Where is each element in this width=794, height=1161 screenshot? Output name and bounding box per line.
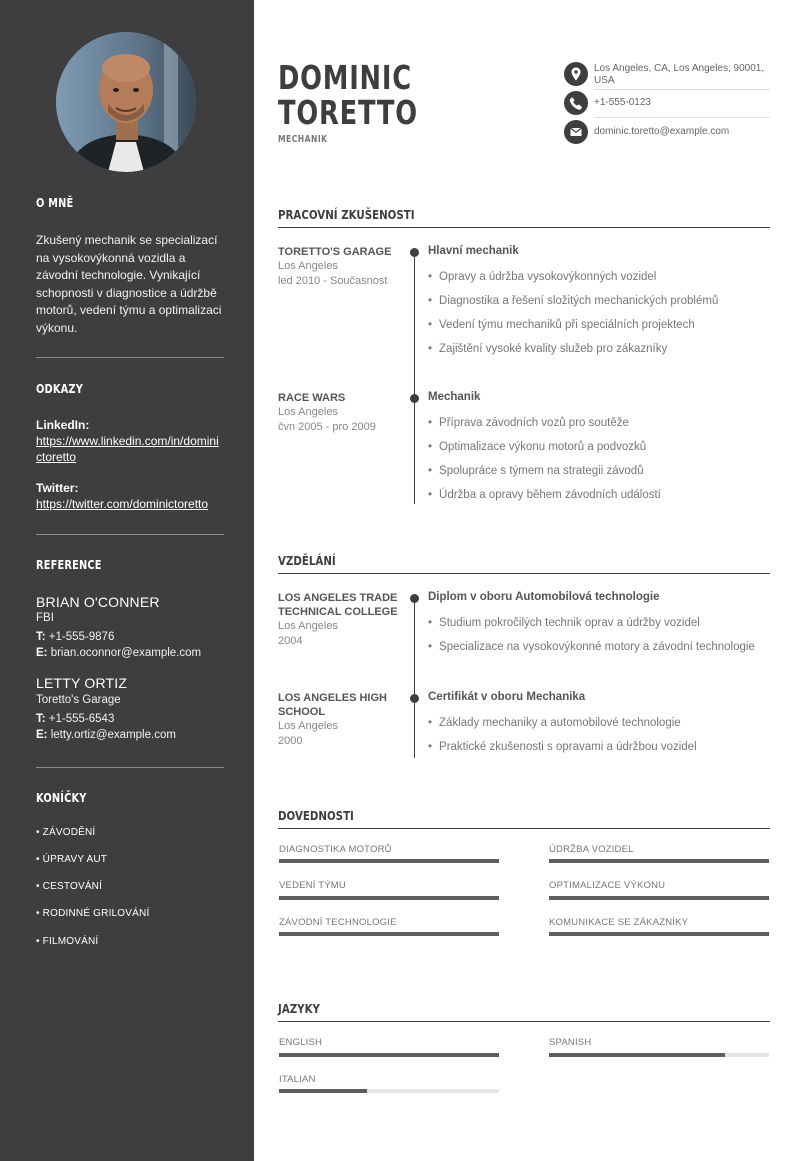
contact-divider: [594, 89, 770, 90]
education-bullet: • Praktické zkušenosti s opravami a údržbou vozidel: [428, 741, 770, 753]
reference-email: E: letty.ortiz@example.com: [36, 729, 176, 741]
language-name: SPANISH: [549, 1037, 592, 1048]
education-bullet: • Základy mechaniky a automobilové technologie: [428, 717, 770, 729]
skill-bar: [549, 896, 769, 900]
skill-name: VEDENÍ TÝMU: [279, 880, 346, 891]
about-text: Zkušený mechanik se specializací na vysokovýkonná vozidla a závodní technologie. Vynikající schopnosti v diagnostice a údržbě motorů, vedení týmu a optimalizaci výkonu.: [36, 233, 222, 335]
language-bar: [549, 1053, 769, 1057]
skill-name: DIAGNOSTIKA MOTORŮ: [279, 844, 392, 855]
experience-bullet: • Zajištění vysoké kvality služeb pro zákazníky: [428, 343, 770, 355]
experience-location: Los Angeles: [278, 260, 338, 272]
linkedin-link[interactable]: https://www.linkedin.com/in/dominictoretto: [36, 434, 219, 464]
divider: [36, 534, 224, 535]
experience-location: Los Angeles: [278, 406, 338, 418]
hobby-item: • ZÁVODĚNÍ: [36, 827, 96, 838]
language-name: ITALIAN: [279, 1074, 316, 1085]
contact-address: Los Angeles, CA, Los Angeles, 90001, USA: [564, 62, 770, 88]
experience-bullet: • Opravy a údržba vysokovýkonných vozidel: [428, 271, 770, 283]
skills-title: DOVEDNOSTI: [278, 808, 354, 823]
timeline-line: [414, 598, 415, 758]
links-title: ODKAZY: [36, 382, 84, 396]
experience-bullet: • Spolupráce s týmem na strategii závodů: [428, 465, 770, 477]
skill-bar-fill: [279, 859, 499, 863]
reference-name: BRIAN O'CONNER: [36, 594, 160, 610]
hobby-item: • ÚPRAVY AUT: [36, 854, 108, 865]
divider: [36, 357, 224, 358]
timeline-dot: [410, 248, 419, 257]
education-dates: 2000: [278, 735, 303, 747]
timeline-dot: [410, 694, 419, 703]
hobby-item: • FILMOVÁNÍ: [36, 936, 99, 947]
last-name: TORETTO: [278, 93, 418, 132]
skill-name: OPTIMALIZACE VÝKONU: [549, 880, 666, 891]
contact-email: dominic.toretto@example.com: [564, 120, 770, 144]
education-degree: Diplom v oboru Automobilová technologie: [428, 591, 660, 603]
language-bar: [279, 1089, 499, 1093]
profile-photo: [56, 32, 196, 172]
language-bar-fill: [279, 1053, 499, 1057]
experience-role: Mechanik: [428, 391, 481, 403]
about-title: O MNĚ: [36, 196, 74, 210]
location-icon: [564, 62, 588, 86]
skill-bar: [549, 859, 769, 863]
email-icon: [564, 120, 588, 144]
education-bullet: • Specializace na vysokovýkonné motory a závodní technologie: [428, 641, 770, 653]
section-divider: [278, 573, 770, 574]
experience-org: TORETTO'S GARAGE: [278, 246, 392, 258]
education-location: Los Angeles: [278, 620, 338, 632]
experience-bullet: • Diagnostika a řešení složitých mechanických problémů: [428, 295, 770, 307]
skill-bar-fill: [549, 896, 769, 900]
skill-bar-fill: [279, 932, 499, 936]
hobby-item: • CESTOVÁNÍ: [36, 881, 103, 892]
timeline-dot: [410, 594, 419, 603]
reference-company: Toretto's Garage: [36, 694, 121, 706]
first-name: DOMINIC: [278, 58, 412, 97]
education-title: VZDĚLÁNÍ: [278, 553, 336, 568]
skill-bar: [279, 932, 499, 936]
experience-bullet: • Optimalizace výkonu motorů a podvozků: [428, 441, 770, 453]
experience-title: PRACOVNÍ ZKUŠENOSTI: [278, 207, 415, 222]
skill-name: ZÁVODNÍ TECHNOLOGIE: [279, 917, 397, 928]
twitter-link[interactable]: https://twitter.com/dominictoretto: [36, 497, 209, 511]
experience-role: Hlavní mechanik: [428, 245, 519, 257]
experience-bullet: • Příprava závodních vozů pro soutěže: [428, 417, 770, 429]
skill-bar: [279, 896, 499, 900]
section-divider: [278, 227, 770, 228]
timeline-dot: [410, 394, 419, 403]
experience-bullet: • Vedení týmu mechaniků při speciálních projektech: [428, 319, 770, 331]
experience-dates: led 2010 - Současnost: [278, 275, 388, 287]
language-name: ENGLISH: [279, 1037, 323, 1048]
skill-bar-fill: [549, 859, 769, 863]
reference-name: LETTY ORTIZ: [36, 675, 128, 691]
reference-company: FBI: [36, 612, 54, 624]
skill-bar-fill: [279, 896, 499, 900]
education-location: Los Angeles: [278, 720, 338, 732]
sidebar: [0, 0, 254, 1161]
skill-name: KOMUNIKACE SE ZÁKAZNÍKY: [549, 917, 689, 928]
timeline-line: [414, 252, 415, 504]
phone-icon: [564, 91, 588, 115]
section-divider: [278, 1021, 770, 1022]
contact-divider: [594, 117, 770, 118]
reference-phone: T: +1-555-6543: [36, 713, 115, 725]
skill-bar: [279, 859, 499, 863]
profile-photo-image: [56, 32, 196, 172]
education-bullet: • Studium pokročilých technik oprav a údržby vozidel: [428, 617, 770, 629]
experience-org: RACE WARS: [278, 392, 346, 404]
divider: [36, 767, 224, 768]
education-degree: Certifikát v oboru Mechanika: [428, 691, 586, 703]
linkedin-label: LinkedIn:: [36, 418, 90, 432]
languages-title: JAZYKY: [278, 1001, 320, 1016]
hobbies-title: KONÍČKY: [36, 791, 87, 805]
language-bar: [279, 1053, 499, 1057]
experience-bullet: • Údržba a opravy během závodních událostí: [428, 489, 770, 501]
job-title: MECHANIK: [278, 134, 328, 145]
references-title: REFERENCE: [36, 558, 102, 572]
section-divider: [278, 828, 770, 829]
language-bar-fill: [549, 1053, 725, 1057]
language-bar-fill: [279, 1089, 367, 1093]
skill-bar-fill: [549, 932, 769, 936]
twitter-label: Twitter:: [36, 481, 79, 495]
education-dates: 2004: [278, 635, 303, 647]
experience-dates: čvn 2005 - pro 2009: [278, 421, 376, 433]
reference-phone: T: +1-555-9876: [36, 631, 115, 643]
contact-phone: +1-555-0123: [564, 91, 770, 115]
education-org: LOS ANGELES HIGH SCHOOL: [278, 692, 387, 718]
skill-name: ÚDRŽBA VOZIDEL: [549, 844, 634, 855]
education-org: LOS ANGELES TRADE TECHNICAL COLLEGE: [278, 592, 398, 618]
reference-email: E: brian.oconnor@example.com: [36, 647, 202, 659]
skill-bar: [549, 932, 769, 936]
hobby-item: • RODINNÉ GRILOVÁNÍ: [36, 908, 150, 919]
